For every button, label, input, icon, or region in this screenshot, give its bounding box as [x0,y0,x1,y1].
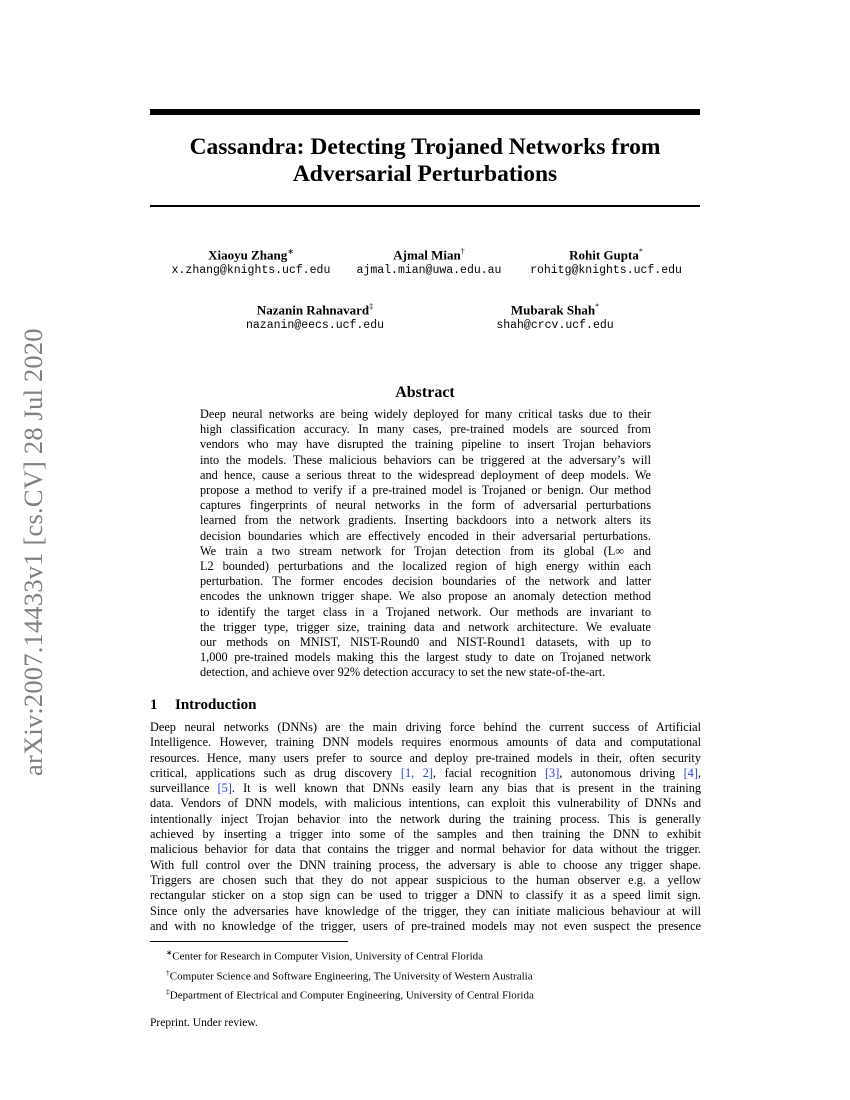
abstract-line: detection, and achieve over 92% detection accuracy to set the new state-of-the-art. [200,665,606,680]
title-rule-top [150,109,700,115]
author-name: Nazanin Rahnavard‡ [256,302,374,318]
abstract-line: the trigger type, trigger size, training data and network architecture. We evaluate [200,619,651,634]
abstract-line: to identify the target class in a Trojaned network. Our methods are invariant to [200,604,651,619]
abstract-line: We train a two stream network for Trojan detection from its global (L∞ and [200,543,651,558]
abstract-line: decision boundaries which are effectively encoded in their adversarial perturbations. [200,528,651,543]
footnote-mark: ‡ [166,987,170,997]
author-email: x.zhang@knights.ucf.edu [171,264,331,278]
abstract-body [200,407,651,681]
author-block [520,244,692,279]
footnote-mark: ∗ [166,948,173,957]
intro-line: critical, applications such as drug discovery [1, 2], facial recognition [3], autonomous driving [4], [150,765,701,780]
intro-line: achieved by inserting a trigger into some of the samples and then training the DNN to exhibit [150,827,701,842]
intro-line: intentionally inject Trojan behavior into the network during the training process. This is generally [150,811,701,826]
introduction-body [150,720,701,934]
author-name: Ajmal Mian† [393,247,465,263]
author-block [470,299,640,334]
intro-line: Triggers are chosen such that they do not appear suspicious to the human observer e.g. a yellow [150,872,701,887]
intro-line: and with no knowledge of the trigger, users of pre-trained models may not even suspect the presence [150,918,701,933]
intro-line: resources. Hence, many users prefer to source and deploy pre-trained models in their, often security [150,750,701,765]
author-block [230,299,400,334]
abstract-line: 1,000 pre-trained models making this the largest study to date on Trojaned network [200,650,651,665]
abstract-line: propose a method to verify if a pre-trained model is Trojaned or benign. Our method [200,483,651,498]
author-name: Rohit Gupta* [569,247,643,263]
abstract-line: Deep neural networks are being widely deployed for many critical tasks due to their [200,407,651,421]
abstract-line: L2 bounded) perturbations and the localized region of high energy within each [200,559,651,574]
author-email: rohitg@knights.ucf.edu [530,264,682,278]
author-mark: † [460,247,465,256]
intro-line: malicious behavior for data that contains the trigger and normal behavior for data without the trigger. [150,842,701,857]
title-line-2: Adversarial Perturbations [292,161,558,187]
author-mark: ∗ [287,247,294,256]
author-email: nazanin@eecs.ucf.edu [245,319,385,333]
author-email: ajmal.mian@uwa.edu.au [356,264,502,278]
arxiv-stamp-text: arXiv:2007.14433v1 [cs.CV] 28 Jul 2020 [18,328,48,776]
footnote: ∗Center for Research in Computer Vision, University of Central Florida [166,948,484,963]
arxiv-stamp [18,300,58,776]
intro-line: Deep neural networks (DNNs) are the main driving force behind the current success of Artificial [150,720,701,734]
author-mark: * [638,247,643,256]
abstract-line: our methods on MNIST, NIST-Round0 and NIST-Round1 datasets, with up to [200,635,651,650]
abstract-line: perturbation. The former encodes decision boundaries of the network and latter [200,574,651,589]
abstract-line: and hence, cause a serious threat to the widespread deployment of deep models. We [200,467,651,482]
footnote: ‡Department of Electrical and Computer Engineering, University of Central Florida [166,987,534,1002]
title-rule-bottom [150,205,700,207]
preprint-note: Preprint. Under review. [150,1017,258,1029]
intro-line: rectangular sticker on a stop sign can be used to trigger a DNN to classify it as a speed limit sign. [150,888,701,903]
abstract-line: vendors who may have disrupted the training pipeline to insert Trojan behaviors [200,437,651,452]
title-line-1: Cassandra: Detecting Trojaned Networks from [189,134,661,160]
author-block [345,244,513,279]
author-email: shah@crcv.ucf.edu [496,319,614,333]
intro-line: Since only the adversaries have knowledge of the trigger, they can initiate malicious behaviour at will [150,903,701,918]
abstract-line: encodes the unknown trigger shape. We also propose an anomaly detection method [200,589,651,604]
author-mark: * [595,302,600,311]
intro-line: With full control over the DNN training process, the adversary is able to choose any trigger shape. [150,857,701,872]
abstract-line: high classification accuracy. In many cases, pre-trained models are sourced from [200,422,651,437]
abstract-line: learned from the network gradients. Inserting backdoors into a network alters its [200,513,651,528]
paper-title [150,134,700,188]
abstract-line: into the models. These malicious behaviors can be triggered at the adversary’s will [200,452,651,467]
footnote-mark: † [166,967,170,977]
abstract-line: captures fingerprints of neural networks in the form of adversarial perturbations [200,498,651,513]
footnotes [166,945,534,1004]
intro-line: Intelligence. However, training DNN models requires enormous amounts of data and computational [150,735,701,750]
footnote-rule [150,941,348,942]
section-number: 1 [150,697,158,713]
intro-line: data. Vendors of DNN models, with malicious intentions, can exploit this vulnerability of DNNs and [150,796,701,811]
section-heading-introduction [150,697,256,714]
intro-line: surveillance [5]. It is well known that DNNs easily learn any bias that is present in the training [150,781,702,796]
author-block [158,244,344,279]
section-title: Introduction [175,697,257,713]
author-name: Mubarak Shah* [510,302,600,318]
abstract-heading: Abstract [395,384,455,401]
footnote: †Computer Science and Software Engineering, The University of Western Australia [166,967,533,983]
author-name: Xiaoyu Zhang∗ [208,247,294,263]
author-mark: ‡ [369,302,374,311]
